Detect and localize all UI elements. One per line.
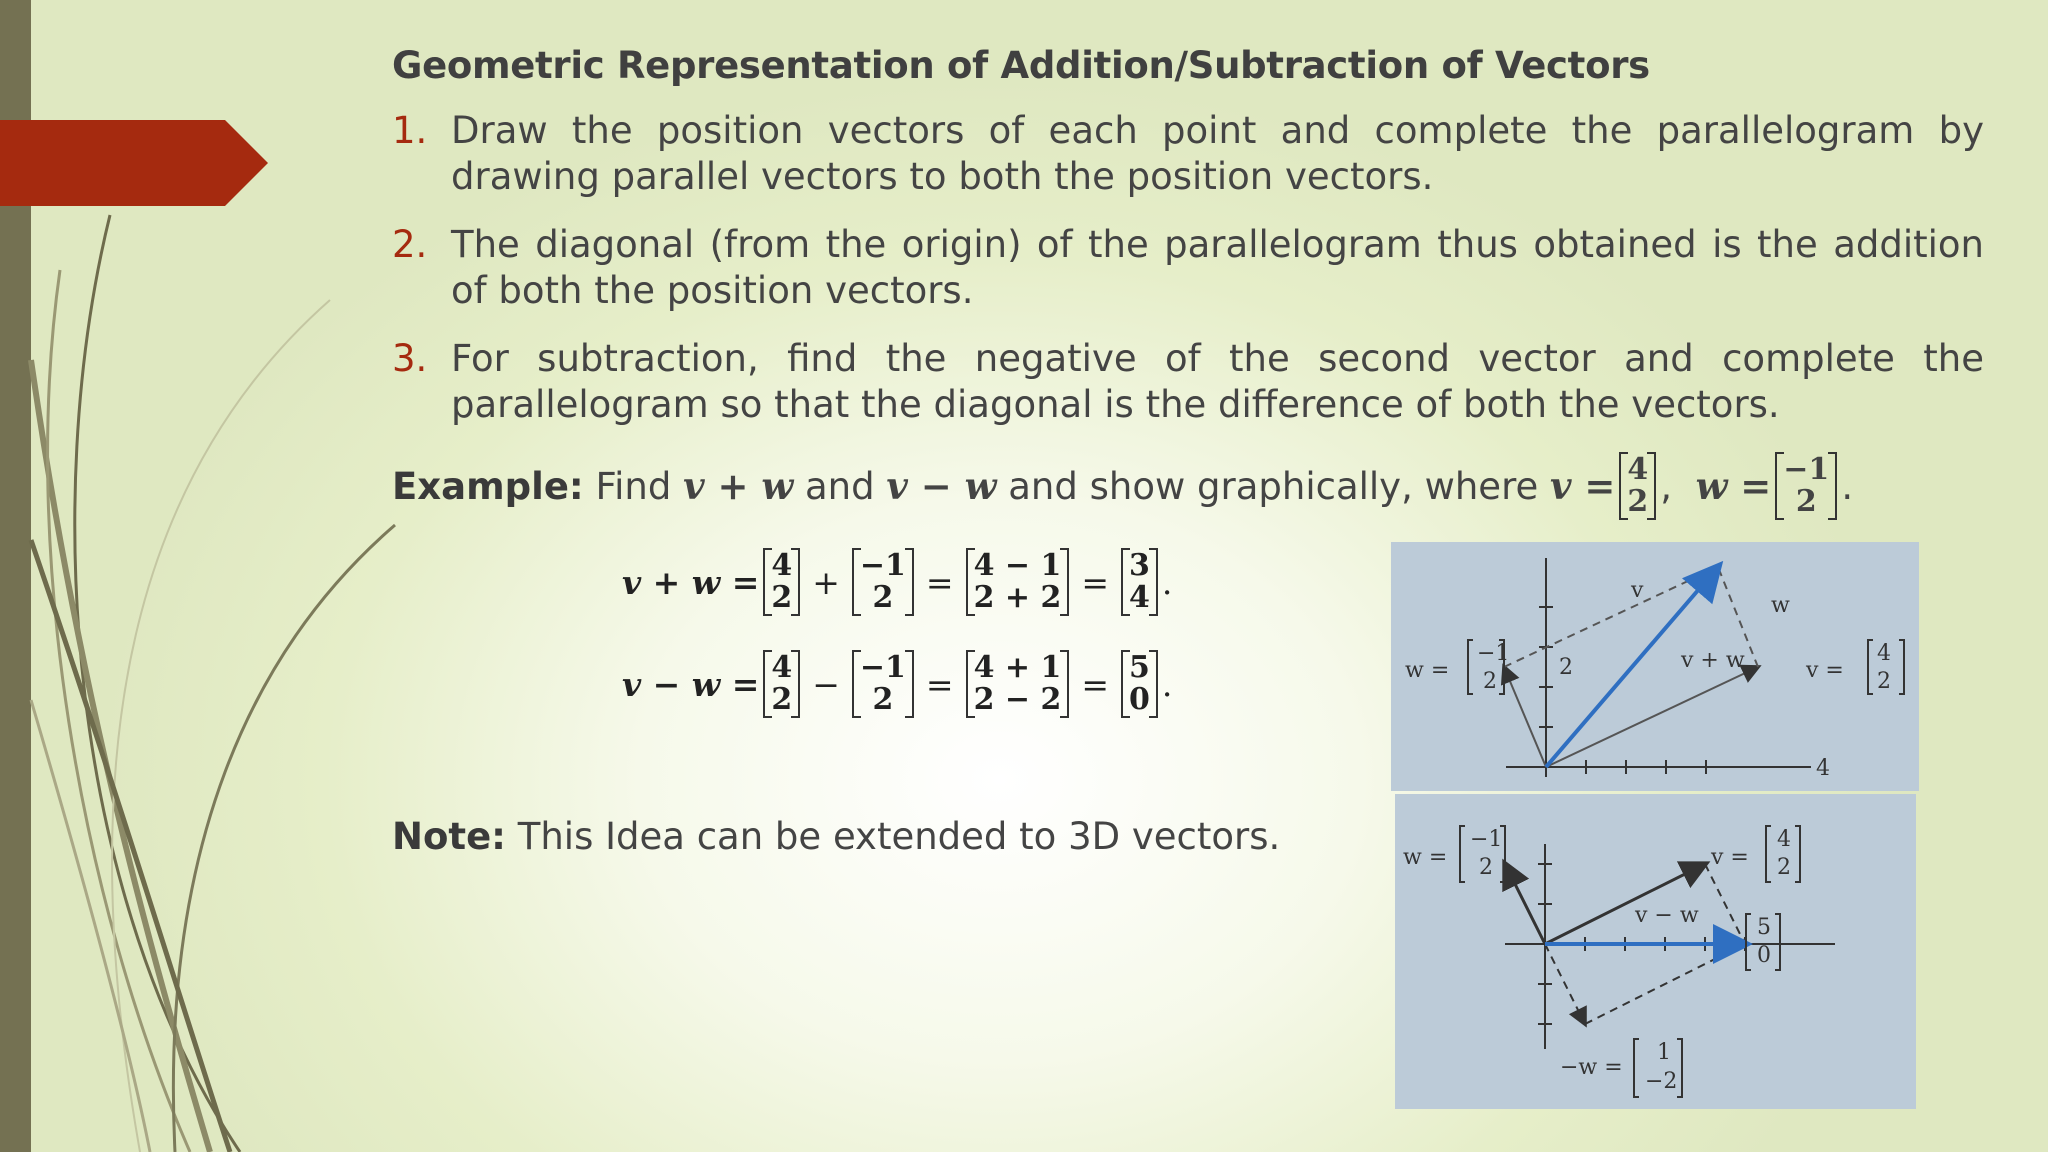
- result-bottom: 0: [1757, 943, 1771, 968]
- matrix: [1121, 650, 1158, 718]
- matrix: [852, 548, 914, 616]
- w-equals: w =: [1695, 464, 1772, 508]
- matrix-entry: 2: [771, 580, 793, 615]
- matrix-entry: 4 + 1: [973, 650, 1062, 685]
- vector-w-matrix: [1775, 452, 1837, 520]
- matrix: [966, 548, 1070, 616]
- step-text: For subtraction, find the negative of the second vector and complete the parallelogram so that the diagonal is the difference of both the vectors.: [451, 337, 1984, 426]
- w-label: w =: [1403, 845, 1448, 870]
- matrix-entry: −1: [1783, 452, 1830, 487]
- note-line: [392, 815, 1280, 858]
- note-text: This Idea can be extended to 3D vectors.: [517, 815, 1281, 858]
- matrix-entry: 0: [1129, 682, 1150, 717]
- note-label: Note:: [392, 815, 506, 858]
- neg-w-top: 1: [1657, 1040, 1671, 1065]
- matrix-entry: 2: [1627, 484, 1649, 519]
- matrix: [852, 650, 914, 718]
- vector-addition-figure: [1391, 542, 1919, 791]
- equation-lhs: v − w =: [622, 664, 760, 704]
- comma: ,: [1660, 464, 1673, 508]
- matrix-entry: 2: [872, 580, 894, 615]
- period: .: [1161, 562, 1173, 602]
- example-text-and: and: [804, 464, 875, 508]
- v-top: 4: [1777, 827, 1791, 852]
- tick-label-x: 4: [1816, 756, 1830, 781]
- edge-dashed-1: [1585, 944, 1745, 1024]
- edge-v-label: v: [1631, 578, 1644, 603]
- matrix-entry: 5: [1129, 650, 1150, 685]
- period: .: [1841, 464, 1854, 508]
- example-text-find: Find: [595, 464, 672, 508]
- vector-w: [1504, 667, 1546, 767]
- steps-list: [392, 108, 1984, 450]
- matrix-entry: 2: [1795, 484, 1817, 519]
- w-label: w =: [1405, 658, 1450, 683]
- matrix-entry: 2 − 2: [973, 682, 1062, 717]
- operator: =: [1081, 562, 1109, 602]
- v-label: v =: [1806, 658, 1844, 683]
- example-line: [392, 452, 1853, 520]
- v-bottom: 2: [1877, 669, 1891, 694]
- vector-v-matrix: [1619, 452, 1656, 520]
- operator: −: [812, 664, 840, 704]
- edge-w-label: w: [1771, 593, 1790, 618]
- v-label: v =: [1711, 845, 1749, 870]
- equation-lhs: v + w =: [622, 562, 760, 602]
- step-item: [392, 336, 1984, 428]
- step-number: 1.: [392, 109, 428, 152]
- matrix-entry: 3: [1129, 548, 1150, 583]
- w-bottom: 2: [1479, 855, 1493, 880]
- operator: =: [925, 664, 954, 704]
- matrix-entry: −1: [859, 548, 906, 583]
- edge-dashed-2: [1705, 864, 1745, 944]
- matrix-entry: −1: [859, 650, 906, 685]
- matrix-entry: 4: [1129, 580, 1150, 615]
- difference-label: v − w: [1635, 903, 1699, 928]
- expr-v-plus-w: v + w: [683, 464, 794, 508]
- period: .: [1161, 664, 1173, 704]
- v-equals: v =: [1550, 464, 1616, 508]
- w-top: −1: [1477, 641, 1510, 666]
- matrix-entry: 4: [1627, 452, 1649, 487]
- matrix-entry: 2: [872, 682, 894, 717]
- result-top: 5: [1757, 915, 1771, 940]
- step-item: [392, 222, 1984, 314]
- step-text: Draw the position vectors of each point and complete the parallelogram by drawing parallel vectors to both the position vectors.: [451, 109, 1984, 198]
- operator: =: [925, 562, 954, 602]
- red-title-tab: [0, 120, 270, 206]
- matrix-brackets: [1460, 826, 1800, 1097]
- tick-label-y: 2: [1559, 655, 1573, 680]
- matrix-entry: 2 + 2: [973, 580, 1062, 615]
- matrix-entry: 4: [771, 650, 793, 685]
- matrix: [763, 548, 800, 616]
- sum-label: v + w: [1681, 648, 1745, 673]
- w-bottom: 2: [1483, 669, 1497, 694]
- operator: +: [812, 562, 840, 602]
- slide-title: Geometric Representation of Addition/Subtraction of Vectors: [392, 44, 1650, 87]
- neg-w-label: −w =: [1560, 1055, 1623, 1080]
- sum-equation: [622, 548, 1172, 616]
- step-item: [392, 108, 1984, 200]
- operator: =: [1081, 664, 1109, 704]
- matrix: [1121, 548, 1158, 616]
- example-text-show: and show graphically, where: [1008, 464, 1539, 508]
- matrix: [763, 650, 800, 718]
- matrix-entry: 2: [771, 682, 793, 717]
- matrix: [966, 650, 1070, 718]
- matrix-entry: 4: [771, 548, 793, 583]
- expr-v-minus-w: v − w: [886, 464, 997, 508]
- subtraction-diagram: [1395, 794, 1916, 1109]
- step-number: 3.: [392, 337, 428, 380]
- matrix-entry: 4 − 1: [973, 548, 1062, 583]
- addition-diagram: [1391, 542, 1919, 791]
- difference-equation: [622, 650, 1172, 718]
- example-label: Example:: [392, 464, 584, 508]
- v-bottom: 2: [1777, 855, 1791, 880]
- w-top: −1: [1470, 827, 1503, 852]
- vector-subtraction-figure: [1395, 794, 1916, 1109]
- v-top: 4: [1877, 641, 1891, 666]
- step-number: 2.: [392, 223, 428, 266]
- neg-w-bottom: −2: [1645, 1069, 1678, 1094]
- step-text: The diagonal (from the origin) of the parallelogram thus obtained is the addition of both the position vectors.: [451, 223, 1984, 312]
- vector-v: [1546, 667, 1758, 767]
